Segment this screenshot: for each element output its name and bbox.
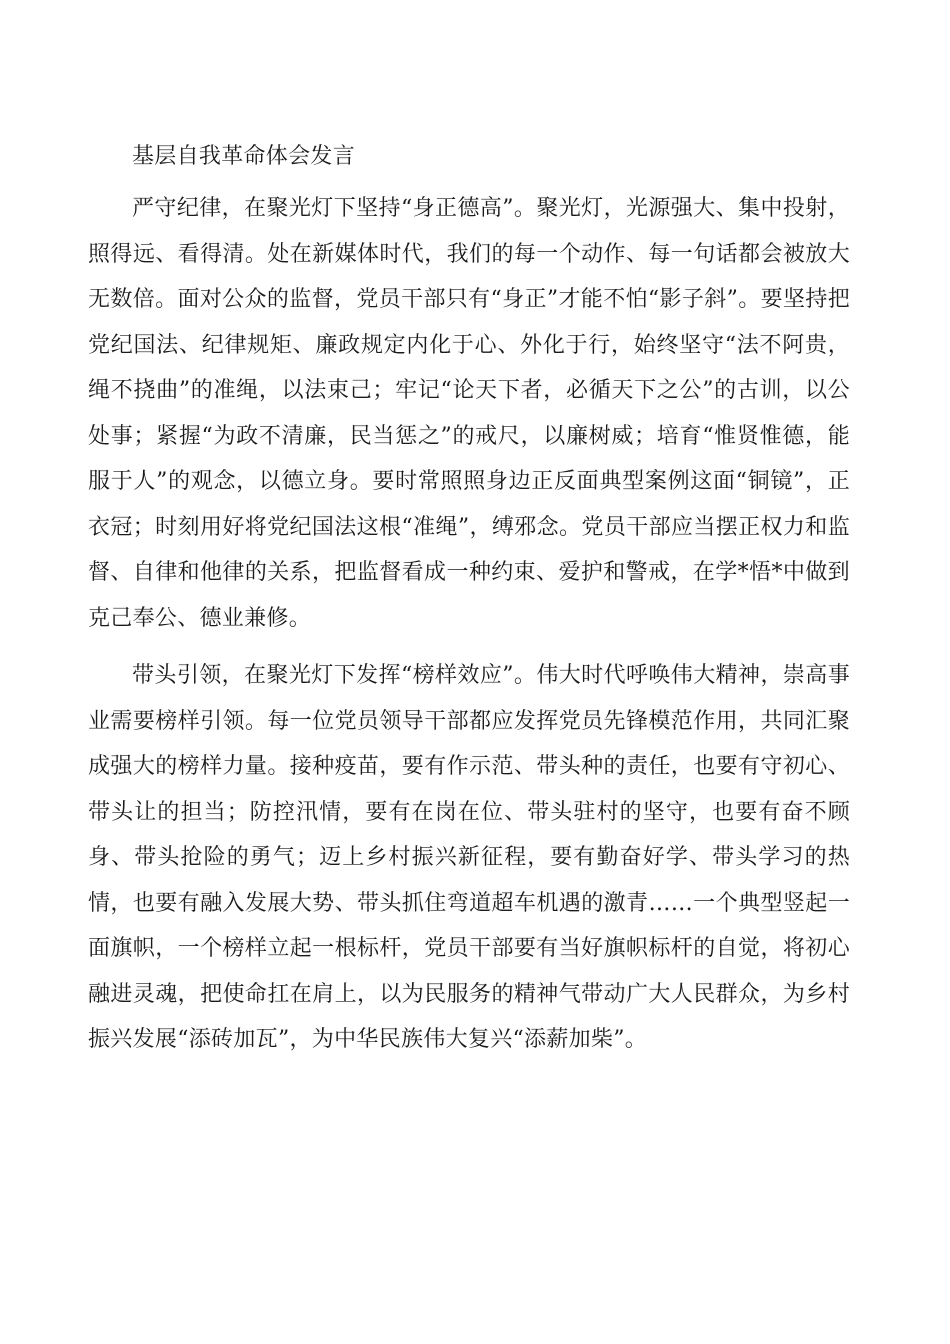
paragraph-discipline: 严守纪律，在聚光灯下坚持“身正德高”。聚光灯，光源强大、集中投射，照得远、看得清。处在新媒体时代，我们的每一个动作、每一句话都会被放大无数倍。面对公众的监督，党员干部只有“身正”才能不怕“影子斜”。要坚持把党纪国法、纪律规矩、廉政规定内化于心、外化于行，始终坚守“法不阿贵，绳不挠曲”的准绳，以法束己；牢记“论天下者，必循天下之公”的古训，以公处事；紧握“为政不清廉，民当惩之”的戒尺，以廉树威；培育“惟贤惟德，能服于人”的观念，以德立身。要时常照照身边正反面典型案例这面“铜镜”，正衣冠；时刻用好将党纪国法这根“准绳”，缚邪念。党员干部应当摆正权力和监督、自律和他律的关系，把监督看成一种约束、爱护和警戒，在学*悟*中做到克己奉公、德业兼修。 bbox=[88, 196, 850, 631]
paragraph-role-model: 带头引领，在聚光灯下发挥“榜样效应”。伟大时代呼唤伟大精神，崇高事业需要榜样引领。每一位党员领导干部都应发挥党员先锋模范作用，共同汇聚成强大的榜样力量。接种疫苗，要有作示范、带头种的责任，也要有守初心、带头让的担当；防控汛情，要有在岗在位、带头驻村的坚守，也要有奋不顾身、带头抢险的勇气；迈上乡村振兴新征程，要有勤奋好学、带头学习的热情，也要有融入发展大势、带头抓住弯道超车机遇的激青……一个典型竖起一面旗帜，一个榜样立起一根标杆，党员干部要有当好旗帜标杆的自觉，将初心融进灵魂，把使命扛在肩上，以为民服务的精神气带动广大人民群众，为乡村振兴发展“添砖加瓦”，为中华民族伟大复兴“添薪加柴”。 bbox=[88, 663, 850, 1052]
document-body bbox=[88, 136, 850, 1075]
document-title: 基层自我革命体会发言 bbox=[132, 144, 356, 169]
